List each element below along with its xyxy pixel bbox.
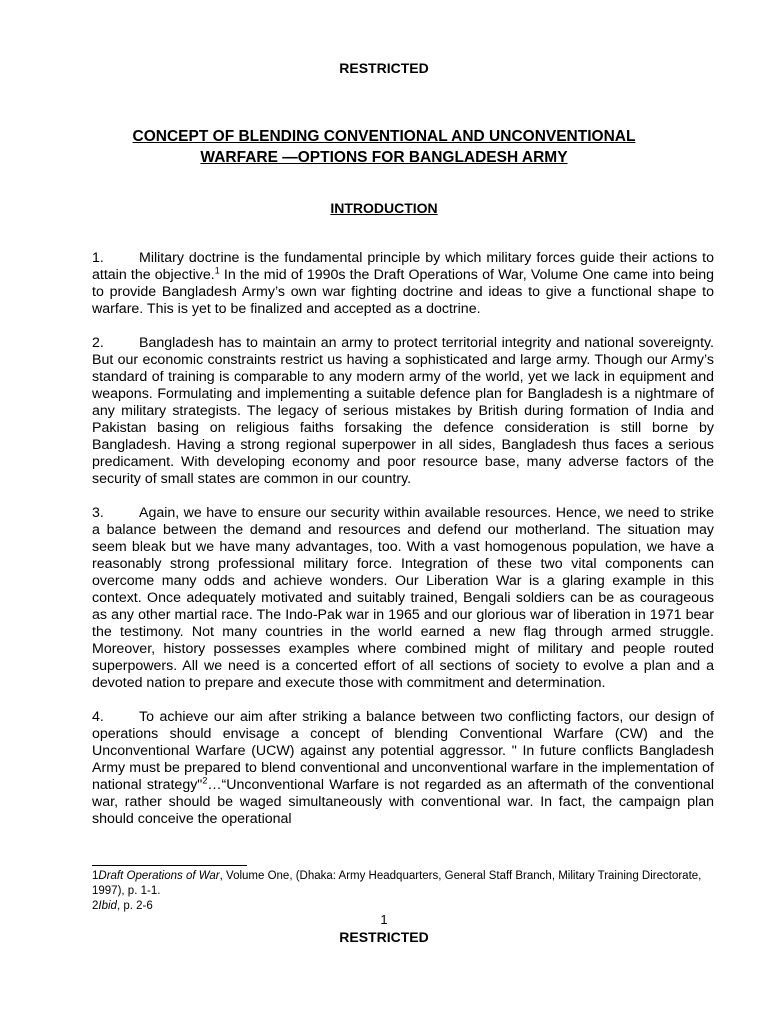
footnote-separator: [92, 865, 247, 866]
footer-classification-marking: RESTRICTED: [339, 929, 429, 945]
paragraph-text: Again, we have to ensure our security within available resources. Hence, we need to strike a balance between the demand and resources and defend our motherland. The situation may seem bleak but we have many advantages, too. With a vast homogenous population, we have a reasonably strong professional military force. Integration of these two vital components can overcome many odds and achieve wonders. Our Liberation War is a glaring example in this context. Once adequately motivated and suitably trained, Bengali soldiers can be as courageous as any other martial race. The Indo-Pak war in 1965 and our glorious war of liberation in 1971 bear the testimony. Not many countries in the world earned a new flag through armed struggle. Moreover, history possesses examples where combined might of military and people routed superpowers. All we need is a concerted effort of all sections of society to evolve a plan and a devoted nation to prepare and execute those with commitment and determination.: [92, 505, 714, 691]
footnotes: [92, 869, 714, 914]
paragraph-number: 1.: [92, 250, 104, 266]
footnote-italic-title: Ibid: [98, 900, 117, 912]
paragraph-text: …“Unconventional Warfare is not regarded as an aftermath of the conventional war, rather should be waged simultaneously with conventional war. In fact, the campaign plan should conceive the operational: [92, 777, 714, 827]
paragraph-3: [92, 505, 714, 692]
header-classification-marking: RESTRICTED: [339, 60, 429, 76]
paragraph-text: Military doctrine is the fundamental principle by which military forces guide their actions to attain the objective.: [92, 250, 714, 283]
paragraph-4: [92, 709, 714, 828]
paragraph-number: 2.: [92, 335, 104, 351]
document-title-line-1: CONCEPT OF BLENDING CONVENTIONAL AND UNCONVENTIONAL: [132, 128, 636, 145]
footnote-1: [92, 869, 714, 899]
section-heading-introduction: INTRODUCTION: [330, 200, 438, 216]
footnote-reference[interactable]: 2: [202, 775, 208, 786]
body-text: [92, 250, 714, 845]
paragraph-number: 3.: [92, 505, 104, 521]
footnote-marker: 2: [92, 900, 99, 912]
footnote-italic-title: Draft Operations of War: [98, 870, 220, 882]
paragraph-text: Bangladesh has to maintain an army to protect territorial integrity and national sovereignty. But our economic constraints restrict us having a sophisticated and large army. Though our Army’s standard of training is comparable to any modern army of the world, yet we lack in equipment and weapons. Formulating and implementing a suitable defence plan for Bangladesh is a nightmare of any military strategists. The legacy of serious mistakes by British during formation of India and Pakistan basing on religious faiths forsaking the defence consideration is still borne by Bangladesh. Having a strong regional superpower in all sides, Bangladesh thus faces a serious predicament. With developing economy and poor resource base, many adverse factors of the security of small states are common in our country.: [92, 335, 714, 487]
page-number: 1: [380, 912, 388, 927]
document-title-line-2: WARFARE —OPTIONS FOR BANGLADESH ARMY: [200, 149, 568, 166]
footnote-text: , p. 2-6: [116, 900, 153, 912]
paragraph-text: In the mid of 1990s the Draft Operations of War, Volume One came into being to provide Bangladesh Army’s own war fighting doctrine and ideas to give a functional shape to warfare. This is yet to be finalized and accepted as a doctrine.: [92, 267, 714, 317]
paragraph-1: [92, 250, 714, 318]
footnote-text: , Volume One, (Dhaka: Army Headquarters, General Staff Branch, Military Training Directorate, 1997), p. 1-1.: [92, 870, 702, 897]
footnote-reference[interactable]: 1: [214, 265, 220, 276]
document-title: [0, 126, 768, 168]
paragraph-text: To achieve our aim after striking a balance between two conflicting factors, our design of operations should envisage a concept of blending Conventional Warfare (CW) and the Unconventional Warfare (UCW) against any potential aggressor. " In future conflicts Bangladesh Army must be prepared to blend conventional and unconventional warfare in the implementation of national strategy": [92, 709, 714, 793]
footnote-marker: 1: [92, 870, 99, 882]
paragraph-number: 4.: [92, 709, 104, 725]
paragraph-2: [92, 335, 714, 488]
